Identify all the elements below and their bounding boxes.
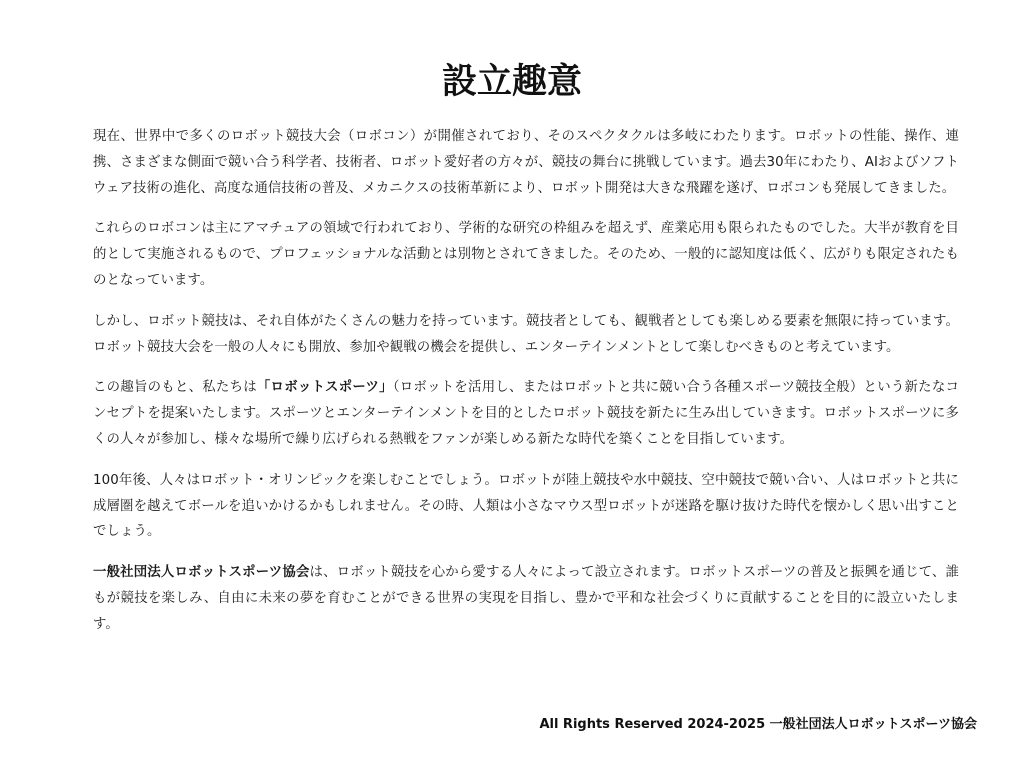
paragraph-4-intro: この趣旨のもと、私たちは (93, 380, 257, 396)
paragraph-4 (93, 375, 959, 452)
paragraph-6-body: は、ロボット競技を心から愛する人々によって設立されます。ロボットスポーツの普及と振興を通じて、誰もが競技を楽しみ、自由に未来の夢を育むことができる世界の実現を目指し、豊かで平和な社会づくりに貢献することを目的に設立いたします。 (93, 565, 959, 632)
paragraph-3: しかし、ロボット競技は、それ自体がたくさんの魅力を持っています。競技者としても、観戦者としても楽しめる要素を無限に持っています。ロボット競技大会を一般の人々にも開放、参加や観戦の機会を提供し、エンターテインメントとして楽しむべきものと考えています。 (93, 313, 959, 355)
concept-name: 「ロボットスポーツ」 (256, 380, 393, 396)
article-body (93, 124, 959, 653)
paragraph-6 (93, 560, 959, 637)
page-title: 設立趣意 (441, 62, 582, 102)
organization-name: 一般社団法人ロボットスポーツ協会 (93, 565, 310, 581)
paragraph-2: これらのロボコンは主にアマチュアの領域で行われており、学術的な研究の枠組みを超えず、産業応用も限られたものでした。大半が教育を目的として実施されるもので、プロフェッショナルな活動とは別物とされてきました。そのため、一般的に認知度は低く、広がりも限定されたものとなっています。 (93, 221, 959, 288)
copyright-footer: All Rights Reserved 2024-2025 一般社団法人ロボットスポーツ協会 (539, 717, 977, 732)
paragraph-4-body: （ロボットを活用し、またはロボットと共に競い合う各種スポーツ競技全般）という新たなコンセプトを提案いたします。スポーツとエンターテインメントを目的としたロボット競技を新たに生み出していきます。ロボットスポーツに多くの人々が参加し、様々な場所で繰り広げられる熱戦をファンが楽しめる新たな時代を築くことを目指しています。 (93, 380, 959, 447)
paragraph-5: 100年後、人々はロボット・オリンピックを楽しむことでしょう。ロボットが陸上競技や水中競技、空中競技で競い合い、人はロボットと共に成層圏を越えてボールを追いかけるかもしれません。その時、人類は小さなマウス型ロボットが迷路を駆け抜けた時代を懐かしく思い出すことでしょう。 (93, 472, 959, 540)
paragraph-1: 現在、世界中で多くのロボット競技大会（ロボコン）が開催されており、そのスペクタクルは多岐にわたります。ロボットの性能、操作、連携、さまざまな側面で競い合う科学者、技術者、ロボット愛好者の方々が、競技の舞台に挑戦しています。過去30年にわたり、AIおよびソフトウェア技術の進化、高度な通信技術の普及、メカニクスの技術革新により、ロボット開発は大きな飛躍を遂げ、ロボコンも発展してきました。 (93, 129, 959, 196)
